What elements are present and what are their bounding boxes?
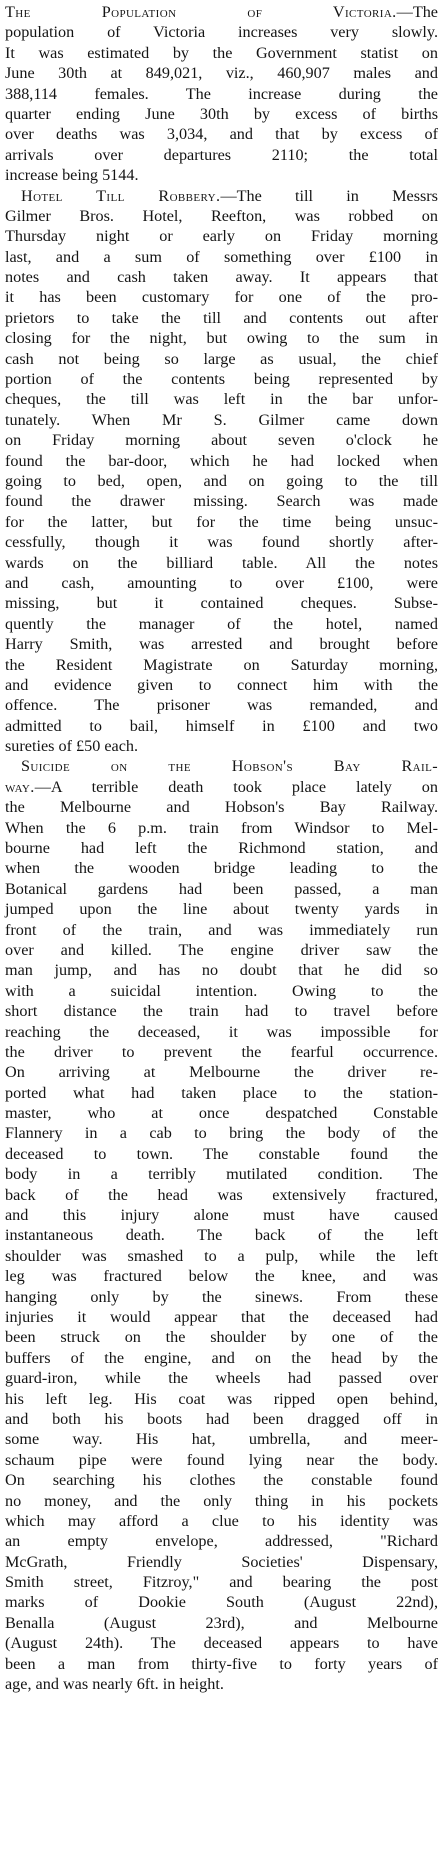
article-line: which may afford a clue to his identity was <box>5 1511 438 1530</box>
article-line: sureties of £50 each. <box>5 737 139 756</box>
article-line: missing, but it contained cheques. Subse- <box>5 594 438 613</box>
article-line: increase being 5144. <box>5 166 139 185</box>
article-line: 388,114 females. The increase during the <box>5 84 438 103</box>
article-line: marks of Dookie South (August 22nd), <box>5 1593 438 1612</box>
article-line: Thursday night or early on Friday morning <box>5 227 438 246</box>
article-headline-continued: way. <box>5 777 35 796</box>
article-line: front of the train, and was immediately run <box>5 920 438 939</box>
article-line: the Resident Magistrate on Saturday morning, <box>5 655 438 674</box>
article-line: some way. His hat, umbrella, and meer- <box>5 1430 438 1449</box>
article-line: prietors to take the till and contents out after <box>5 308 438 327</box>
article-line: buffers of the engine, and on the head by the <box>5 1348 438 1367</box>
article-line: it has been customary for one of the pro- <box>5 288 438 307</box>
article-line: for the latter, but for the time being unsuc- <box>5 512 438 531</box>
article-line: master, who at once despatched Constable <box>5 1104 438 1123</box>
article-line: and evidence given to connect him with the <box>5 675 438 694</box>
article-line: Harry Smith, was arrested and brought before <box>5 635 438 654</box>
article-line: bourne had left the Richmond station, and <box>5 839 438 858</box>
article-suicide <box>5 756 438 1694</box>
article-line: age, and was nearly 6ft. in height. <box>5 1675 224 1694</box>
article-line: schaum pipe were found lying near the body. <box>5 1450 438 1469</box>
article-line: tunately. When Mr S. Gilmer came down <box>5 410 438 429</box>
article-line: injuries it would appear that the deceased had <box>5 1308 438 1326</box>
article-population <box>5 2 438 186</box>
article-line: Flannery in a cab to bring the body of the <box>5 1124 438 1143</box>
article-line: arrivals over departures 2110; the total <box>5 145 438 164</box>
article-line: shoulder was smashed to a pulp, while the left <box>5 1246 438 1265</box>
article-line: leg was fractured below the knee, and was <box>5 1267 438 1286</box>
article-line: Botanical gardens had been passed, a man <box>5 879 438 898</box>
article-line: ported what had taken place to the station- <box>5 1083 438 1102</box>
article-line: short distance the train had to travel before <box>5 1002 438 1021</box>
article-line: quarter ending June 30th by excess of births <box>5 104 438 123</box>
article-line: wards on the billiard table. All the notes <box>5 553 438 572</box>
article-line: June 30th at 849,021, viz., 460,907 males and <box>5 64 438 83</box>
article-line: Gilmer Bros. Hotel, Reefton, was robbed on <box>5 206 438 225</box>
article-line: and this injury alone must have caused <box>5 1206 438 1225</box>
article-line: instantaneous death. The back of the left <box>5 1226 438 1245</box>
article-line: an empty envelope, addressed, "Richard <box>5 1532 438 1551</box>
article-line: On arriving at Melbourne the driver re- <box>5 1063 438 1082</box>
article-line: It was estimated by the Government statist on <box>5 43 438 62</box>
article-line: jumped upon the line about twenty yards in <box>5 900 438 919</box>
article-line: over deaths was 3,034, and that by excess of <box>5 125 438 144</box>
article-line <box>5 186 438 206</box>
article-line: back of the head was extensively fractured, <box>5 1185 438 1204</box>
article-headline: The Population of Victoria. <box>5 3 397 21</box>
article-line: the driver to prevent the fearful occurrence. <box>5 1042 438 1061</box>
article-line: with a suicidal intention. Owing to the <box>5 981 438 1000</box>
article-line: been a man from thirty-five to forty years of <box>5 1654 438 1673</box>
article-line: been struck on the shoulder by one of the <box>5 1328 438 1347</box>
article-line <box>5 777 438 797</box>
article-line: population of Victoria increases very slowly. <box>5 23 438 42</box>
article-line: no money, and the only thing in his pockets <box>5 1491 438 1510</box>
article-text: —A terrible death took place lately on <box>34 777 438 796</box>
article-line: body in a terribly mutilated condition. The <box>5 1165 438 1184</box>
article-text: —The <box>396 3 438 21</box>
article-line: and both his boots had been dragged off in <box>5 1409 438 1428</box>
article-text: —The till in Messrs <box>220 186 438 205</box>
article-line: (August 24th). The deceased appears to have <box>5 1634 438 1653</box>
article-line: cheques, the till was left in the bar unfor- <box>5 390 438 409</box>
article-hotel-till-robbery <box>5 186 438 757</box>
article-line: the Melbourne and Hobson's Bay Railway. <box>5 798 438 817</box>
article-line: Smith street, Fitzroy," and bearing the post <box>5 1573 438 1592</box>
article-line <box>5 2 438 22</box>
article-line: admitted to bail, himself in £100 and two <box>5 716 438 735</box>
article-line: reaching the deceased, it was impossible for <box>5 1022 438 1041</box>
article-line: on Friday morning about seven o'clock he <box>5 431 438 450</box>
article-line: last, and a sum of something over £100 in <box>5 247 438 266</box>
article-line: McGrath, Friendly Societies' Dispensary, <box>5 1552 438 1571</box>
article-line: offence. The prisoner was remanded, and <box>5 696 438 715</box>
article-line: Benalla (August 23rd), and Melbourne <box>5 1613 438 1632</box>
article-line: deceased to town. The constable found the <box>5 1144 438 1163</box>
article-line: and cash, amounting to over £100, were <box>5 573 438 592</box>
article-line: man jump, and has no doubt that he did so <box>5 961 438 980</box>
article-line: found the bar-door, which he had locked when <box>5 451 438 470</box>
article-line: cash not being so large as usual, the chief <box>5 349 438 368</box>
article-line: going to bed, open, and on going to the till <box>5 471 438 490</box>
article-line: over and killed. The engine driver saw the <box>5 940 438 959</box>
article-line: found the drawer missing. Search was made <box>5 492 438 511</box>
article-line: When the 6 p.m. train from Windsor to Mel- <box>5 818 438 837</box>
article-line: quently the manager of the hotel, named <box>5 614 438 633</box>
article-line: cessfully, though it was found shortly after- <box>5 533 438 552</box>
article-line: portion of the contents being represented by <box>5 370 438 389</box>
article-line: guard-iron, while the wheels had passed over <box>5 1369 438 1388</box>
article-headline: Suicide on the Hobson's Bay Rail- <box>21 757 438 776</box>
article-line: his left leg. His coat was ripped open behind, <box>5 1389 438 1408</box>
article-line: when the wooden bridge leading to the <box>5 859 438 878</box>
article-line: On searching his clothes the constable found <box>5 1471 438 1490</box>
article-line: closing for the night, but owing to the sum in <box>5 329 438 348</box>
article-headline: Hotel Till Robbery. <box>21 186 221 205</box>
article-line: hanging only by the sinews. From these <box>5 1287 438 1306</box>
article-line: notes and cash taken away. It appears that <box>5 268 438 287</box>
